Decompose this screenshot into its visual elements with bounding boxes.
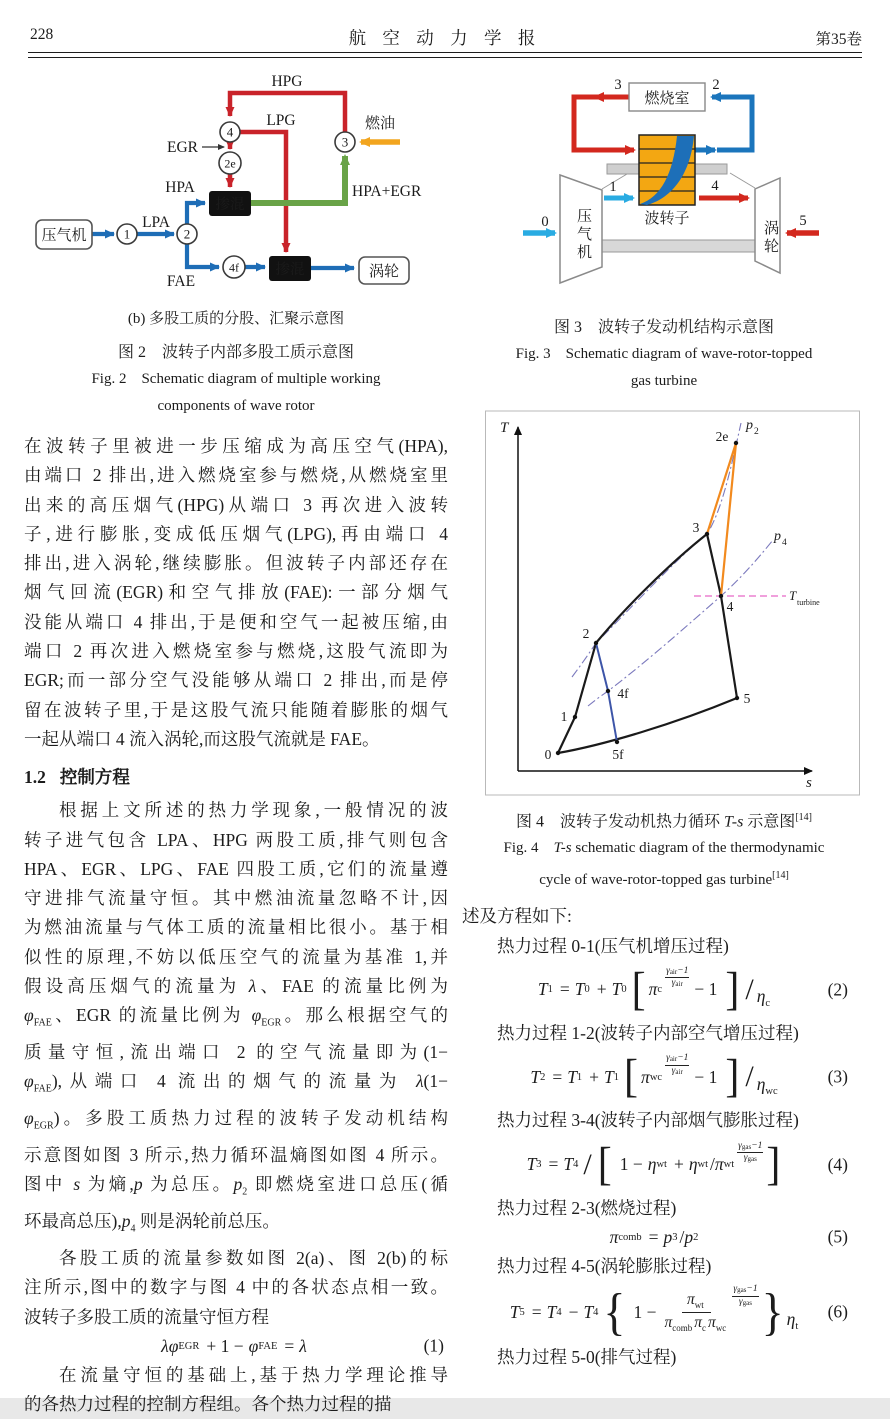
pt-2: 2	[582, 626, 590, 641]
combustor-label: 燃烧室	[644, 91, 690, 107]
eq-sub: c	[765, 998, 771, 1010]
eq-term: η	[786, 1308, 796, 1329]
fae-label: FAE	[166, 273, 196, 290]
fig3-caption-cn: 图 3 波转子发动机结构示意图	[553, 319, 774, 336]
p2-label: p	[746, 418, 753, 433]
eq-op: =	[648, 1226, 659, 1247]
wave-rotor-label: 波转子	[644, 211, 690, 227]
eq-op: =	[548, 1154, 559, 1175]
section-number: 1.2	[24, 767, 46, 788]
eq-term: −1	[746, 1284, 758, 1295]
left-column	[24, 70, 448, 1419]
port-4: 4	[711, 178, 719, 194]
cycle-black	[558, 534, 737, 753]
text-line: 子,进行膨胀,变成低压烟气(LPG),再由端口 4	[24, 523, 448, 544]
eq-sub: gas	[742, 1298, 752, 1307]
text-line: 根据上文所述的热力学现象,一般情况的波	[59, 800, 448, 821]
t-turbine-label: T	[789, 588, 797, 603]
mix-bottom-label: 掺混	[275, 262, 305, 278]
shaft	[602, 240, 755, 252]
port-5: 5	[799, 213, 807, 229]
eq-term: γ	[671, 978, 676, 989]
eq-term: γ	[738, 1140, 742, 1151]
text-line: 波转子多股工质的流量守恒方程	[24, 1306, 269, 1327]
eq-sub: wc	[715, 1322, 727, 1333]
text-line: EGR;而一部分空气没能够从端口 2 排出,而是停	[24, 670, 448, 691]
eq-exponent-fraction	[732, 1284, 758, 1308]
port-4: 4	[226, 124, 234, 140]
eq-term: T	[563, 1154, 574, 1175]
eq-sub: comb	[618, 1231, 642, 1243]
page-number: 228	[30, 26, 54, 43]
eq-op: 1 −	[633, 1301, 657, 1322]
eq-sub: wt	[697, 1159, 708, 1171]
eq-number: (2)	[827, 979, 848, 1000]
eq-sub: air	[675, 980, 683, 989]
eq-sub: t	[795, 1320, 799, 1332]
section-title: 控制方程	[59, 767, 130, 788]
eq-sub: 4	[573, 1159, 579, 1171]
eq-term: T	[611, 979, 622, 1000]
process-1-2: 热力过程 1-2(波转子内部空气增压过程)	[497, 1022, 799, 1043]
port-2e: 2e	[224, 156, 236, 171]
process-3-4: 热力过程 3-4(波转子内部烟气膨胀过程)	[497, 1110, 799, 1131]
fig4-caption-cn	[462, 804, 866, 835]
fig3-caption-en2: gas turbine	[630, 373, 698, 389]
eq-term: γ	[743, 1153, 748, 1164]
lpa-label: LPA	[142, 214, 170, 231]
hot-gas-pipe	[574, 97, 634, 150]
eq-bracket: [	[597, 1138, 612, 1191]
port-4f: 4f	[229, 260, 239, 275]
eq-term: T	[583, 1301, 594, 1322]
eq-sub: air	[675, 1067, 683, 1076]
eq-term: γ	[666, 1053, 670, 1064]
eq-exponent-fraction	[665, 966, 689, 990]
pt-0: 0	[544, 747, 552, 762]
text-line: $\varphi_{FAE}$),从端口 4 流出的烟气的流量为 λ(1−	[24, 1071, 448, 1095]
pt-4f: 4f	[617, 686, 629, 701]
t-turbine-label-sub: turbine	[797, 598, 820, 607]
eq-op: /	[679, 1226, 685, 1247]
port-2: 2	[712, 77, 720, 93]
eq-sub: 0	[584, 984, 590, 996]
hpa-egr-pipe	[251, 156, 345, 203]
figure-3	[467, 70, 867, 310]
caption-ts: T-s	[553, 840, 572, 857]
eq-term: λφ	[161, 1335, 179, 1356]
pt-5f: 5f	[612, 747, 624, 762]
eq-bracket: [	[624, 1051, 639, 1103]
lpg-label: LPG	[266, 112, 296, 129]
eq-term: π	[664, 1313, 673, 1331]
eq-slash: /	[745, 972, 754, 1006]
caption-ref: [14]	[772, 870, 789, 882]
eq-sub: gas	[741, 1142, 752, 1151]
caption-text: schematic diagram of the thermodynamic	[571, 840, 825, 857]
eq-sub: gas	[747, 1155, 757, 1164]
p2-label-sub: 2	[754, 427, 759, 437]
text-line: 留在波转子里,于是这股气流只能随着膨胀的烟气	[24, 699, 448, 720]
fig3-caption-en1: Fig. 3 Schematic diagram of wave-rotor-topped	[515, 346, 813, 362]
paragraph-3	[24, 1244, 448, 1332]
eq-sub: 1	[576, 1071, 583, 1083]
hpa-label: HPA	[165, 179, 195, 196]
eq-op: −	[568, 1301, 579, 1322]
eq-sub: FAE	[258, 1340, 278, 1352]
port-1: 1	[609, 179, 617, 195]
eq-sub: 4	[556, 1306, 562, 1318]
eq-sub: 0	[621, 984, 627, 996]
fig4-caption-en2	[462, 862, 866, 894]
text-line: 端口 2 再次进入燃烧室参与燃烧,这股气流即为	[24, 641, 448, 662]
fig4-caption-en1	[462, 835, 866, 862]
pt-4: 4	[726, 599, 734, 614]
caption-text: 示意图	[743, 813, 796, 831]
process-5-0: 热力过程 5-0(排气过程)	[497, 1347, 677, 1368]
eq-term: −1	[751, 1140, 763, 1151]
eq-term: T	[567, 1066, 577, 1087]
eq-number: (1)	[423, 1335, 444, 1356]
text-line: 转子进气包含 LPA、HPG 两股工质,排气则包含	[24, 829, 448, 850]
eq-bracket: }	[761, 1282, 784, 1341]
eq-sub: c	[657, 984, 663, 996]
text-line: 质量守恒,流出端口 2 的空气流量即为(1−	[24, 1042, 448, 1063]
section-heading	[24, 762, 448, 792]
eq-sub: 5	[519, 1306, 525, 1318]
eq-op: − 1	[694, 979, 718, 1000]
eq-denominator	[757, 1074, 780, 1097]
eq-term: T	[526, 1154, 537, 1175]
p4-label-sub: 4	[782, 538, 787, 548]
text-line: 似性的原理,不妨以低压空气的流量为基准 1,并	[24, 946, 448, 967]
text-line: 示意图如图 3 所示,热力循环温熵图如图 4 所示。	[24, 1145, 448, 1166]
eq-term: p	[684, 1226, 694, 1247]
eq-bracket: [	[631, 964, 646, 1016]
eq-term: γ	[738, 1296, 743, 1307]
eq-sub: c	[702, 1322, 707, 1333]
eq-op: + 1 −	[206, 1335, 244, 1356]
eq-op: =	[284, 1335, 295, 1356]
eq-term: π	[687, 1291, 695, 1309]
eq-op: =	[531, 1301, 542, 1322]
text-line: $\varphi_{FAE}$、EGR 的流量比例为 $\varphi_{EGR}$。那么根据空气的	[24, 1005, 449, 1029]
text-line: 为燃油流量与气体工质的流量相比很小。基于相	[24, 917, 448, 938]
eq-term: −1	[677, 966, 689, 977]
eq-term: λ	[299, 1335, 307, 1356]
eq-op: +	[673, 1154, 684, 1175]
eq-number: (4)	[827, 1154, 848, 1175]
text-line: 环最高总压)$,p_4$ 则是涡轮前总压。	[24, 1211, 280, 1235]
eq-sub: 1	[613, 1071, 620, 1083]
figure-4-ts-diagram	[484, 409, 862, 798]
eq-term: −1	[677, 1053, 689, 1064]
equation-3	[462, 1051, 848, 1103]
header-rule	[28, 52, 862, 58]
eq-op: =	[559, 979, 570, 1000]
p4-label: p	[774, 529, 781, 544]
text-line: 守进排气流量守恒。其中燃油流量忽略不计,因	[24, 888, 448, 909]
x-axis-label: s	[806, 775, 812, 791]
turbine-label: 涡轮	[762, 220, 778, 256]
eq-term: η	[688, 1154, 698, 1175]
eq-term: π	[648, 979, 658, 1000]
pt-2e: 2e	[715, 429, 729, 444]
eq-fraction	[665, 1290, 729, 1334]
compressor-label: 压气机	[41, 228, 87, 244]
equation-1	[24, 1336, 444, 1357]
caption-text: 图 4 波转子发动机热力循环	[516, 813, 725, 831]
fig2-subcaption: (b) 多股工质的分股、汇聚示意图	[127, 311, 345, 327]
text-line: 在流量守恒的基础上,基于热力学理论推导	[59, 1364, 448, 1385]
eq-term: T	[604, 1066, 614, 1087]
port-1: 1	[123, 226, 131, 242]
eq-term: T	[530, 1066, 541, 1087]
text-line: 各股工质的流量参数如图 2(a)、图 2(b)的标	[59, 1247, 448, 1268]
text-line: $\varphi_{EGR}$)。多股工质热力过程的波转子发动机结构	[24, 1108, 448, 1132]
eq-bracket: ]	[766, 1138, 781, 1191]
text-line: 注所示,图中的数字与图 4 中的各状态点相一致。	[24, 1277, 448, 1298]
eq-term: π	[641, 1066, 650, 1087]
eq-sub: 4	[593, 1306, 599, 1318]
process-0-1: 热力过程 0-1(压气机增压过程)	[497, 935, 729, 956]
eq-sub: wt	[723, 1159, 735, 1171]
eq-sub: comb	[672, 1322, 693, 1333]
equation-4	[462, 1138, 848, 1191]
intro-line: 述及方程如下:	[462, 906, 572, 927]
hpa-egr-label: HPA+EGR	[352, 183, 422, 200]
eq-denominator	[757, 986, 772, 1009]
mix-top-label: 掺混	[215, 197, 245, 213]
eq-sub: 3	[672, 1231, 678, 1243]
pt-3: 3	[692, 520, 700, 535]
eq-number: (5)	[827, 1226, 848, 1247]
eq-number: (3)	[827, 1066, 848, 1087]
eq-term: γ	[733, 1284, 738, 1295]
pt-5: 5	[743, 691, 751, 706]
pt-1: 1	[560, 709, 568, 724]
eq-term: π	[694, 1313, 703, 1331]
port-3: 3	[614, 77, 622, 93]
compressor-label: 压气机	[575, 208, 591, 262]
text-line: 在波转子里被进一步压缩成为高压空气(HPA),	[24, 436, 448, 456]
eq-sub: wt	[694, 1300, 704, 1311]
cycle-orange-egr	[707, 443, 736, 596]
eq-term: p	[663, 1226, 673, 1247]
eq-op: =	[552, 1066, 563, 1087]
caption-ts: T-s	[724, 813, 744, 831]
eq-op: /	[710, 1154, 715, 1175]
fig2-caption-en1: Fig. 2 Schematic diagram of multiple working	[91, 371, 381, 387]
hpg-label: HPG	[271, 73, 303, 90]
eq-term: T	[509, 1301, 520, 1322]
eq-number: (6)	[827, 1301, 848, 1322]
equation-5	[462, 1227, 848, 1248]
eq-sub: 2	[693, 1231, 699, 1243]
eq-op: − 1	[694, 1066, 718, 1087]
port-2: 2	[183, 226, 191, 242]
figure-3-diagram	[467, 70, 867, 310]
eq-exponent-fraction	[665, 1053, 689, 1077]
right-column	[462, 70, 866, 1372]
eq-term: π	[609, 1226, 619, 1247]
equation-2	[462, 964, 848, 1016]
eq-term: π	[714, 1154, 724, 1175]
eq-sub: wc	[649, 1071, 663, 1083]
text-line: 没能从端口 4 排出,于是便和空气一起被压缩,由	[24, 611, 448, 632]
eq-op: 1 −	[619, 1154, 643, 1175]
fig2-caption-cn: 图 2 波转子内部多股工质示意图	[117, 344, 354, 361]
eq-eta	[787, 1309, 801, 1332]
eq-term: γ	[671, 1065, 676, 1076]
eq-sub: wc	[765, 1085, 778, 1097]
figure-2-diagram	[24, 70, 444, 306]
text-line: 的各热力过程的控制方程组。各个热力过程的描	[24, 1394, 392, 1415]
eq-sub: 2	[540, 1071, 546, 1083]
text-line: 图中 s 为熵,p 为总压。$p_2$ 即燃烧室进口总压(循	[24, 1174, 449, 1198]
eq-sub: 3	[536, 1159, 542, 1171]
text-line: 排出,进入涡轮,继续膨胀。但波转子内部还存在	[24, 553, 448, 574]
eq-bracket: {	[603, 1282, 626, 1341]
eq-term: T	[537, 979, 548, 1000]
egr-label: EGR	[167, 139, 198, 156]
fig2-caption-en2: components of wave rotor	[157, 398, 315, 414]
caption-text: Fig. 4	[503, 840, 554, 857]
eq-sub: EGR	[178, 1340, 200, 1352]
eq-exponent-fraction	[737, 1141, 763, 1165]
eq-slash: /	[583, 1147, 592, 1181]
text-line: HPA、EGR、LPG、FAE 四股工质,它们的流量遵	[24, 858, 448, 879]
eq-term: η	[756, 986, 766, 1007]
eq-sub: gas	[737, 1286, 747, 1295]
eq-term: η	[756, 1073, 766, 1094]
port-0: 0	[541, 214, 549, 230]
eq-term: π	[708, 1313, 716, 1331]
eq-sub: air	[669, 1055, 678, 1064]
paragraph-2	[24, 796, 448, 1244]
caption-ref: [14]	[795, 812, 812, 823]
caption-text: cycle of wave-rotor-topped gas turbine	[539, 872, 773, 889]
eq-bracket: ]	[725, 1051, 740, 1103]
eq-op: +	[589, 1066, 600, 1087]
text-line: 由端口 2 排出,进入燃烧室参与燃烧,从燃烧室里	[24, 465, 448, 486]
turbine-label: 涡轮	[368, 264, 400, 280]
eq-sub: wt	[656, 1159, 667, 1171]
text-line: 假设高压烟气的流量为 λ、FAE 的流量比例为	[24, 976, 449, 997]
journal-title: 航 空 动 力 学 报	[348, 28, 542, 48]
eq-term: φ	[248, 1335, 259, 1356]
y-axis-label: T	[500, 420, 509, 436]
eq-sub: 1	[547, 984, 553, 996]
text-line: 烟气回流(EGR)和空气排放(FAE):一部分烟气	[24, 582, 448, 603]
eq-sub: air	[669, 968, 678, 977]
eq-term: γ	[666, 966, 670, 977]
paragraph-4	[24, 1361, 448, 1419]
process-4-5: 热力过程 4-5(涡轮膨胀过程)	[497, 1255, 712, 1276]
port-3: 3	[341, 134, 349, 150]
eq-bracket: ]	[725, 964, 740, 1016]
text-line: 一起从端口 4 流入涡轮,而这股气流就是 FAE。	[24, 728, 380, 749]
volume-label: 第35卷	[815, 31, 862, 48]
eq-term: T	[546, 1301, 557, 1322]
eq-slash: /	[745, 1060, 754, 1094]
process-2-3: 热力过程 2-3(燃烧过程)	[497, 1197, 677, 1218]
eq-term: η	[647, 1154, 657, 1175]
text-line: 出来的高压烟气(HPG)从端口 3 再次进入波转	[24, 494, 448, 515]
equation-6	[462, 1282, 848, 1341]
paragraph-1	[24, 432, 448, 754]
eq-term: T	[574, 979, 585, 1000]
eq-op: +	[596, 979, 607, 1000]
fuel-label: 燃油	[364, 116, 396, 132]
